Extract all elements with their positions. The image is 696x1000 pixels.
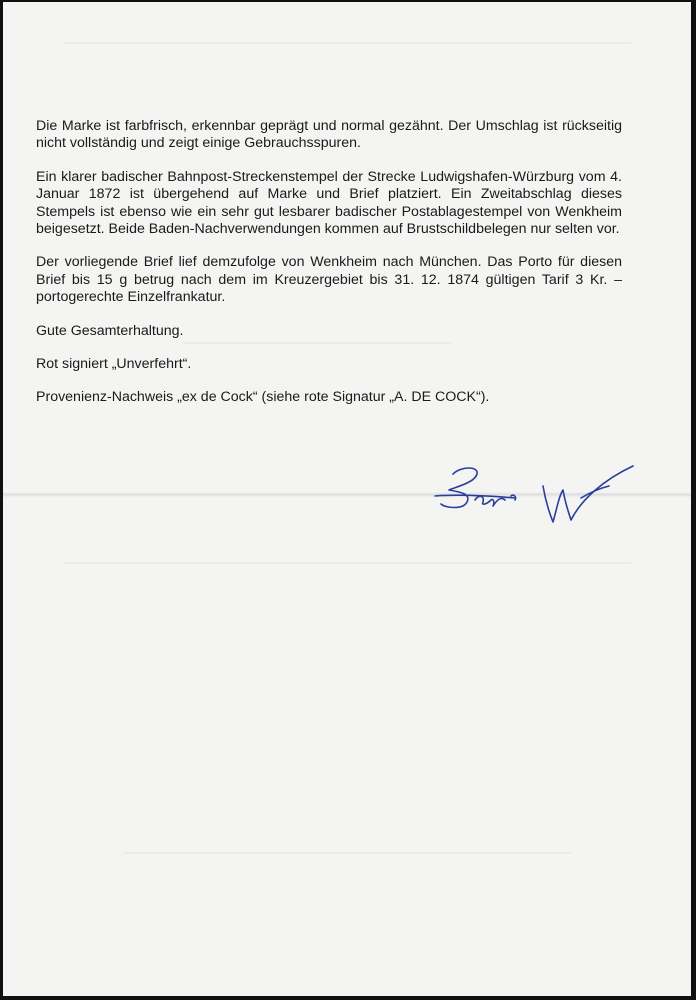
paragraph-signed: Rot signiert „Unverfehrt“. bbox=[36, 356, 192, 373]
handwritten-signature bbox=[431, 460, 641, 536]
paragraph-postmark: Ein klarer badischer Bahnpost-Streckenstempel der Strecke Ludwigshafen-Würzburg vom 4. Januar 1872 ist übergehend auf Marke und Brief platziert. Ein Zweitabschlag dieses Stempels ist ebenso wie ein sehr gut lesbarer badischer Postablagestempel von Wenkheim beigesetzt. Beide Baden-Nachverwendungen kommen auf Brustschildbelegen nur selten vor. bbox=[36, 168, 622, 238]
show-through-mark bbox=[123, 852, 571, 854]
signature-drawing bbox=[431, 460, 641, 536]
paragraph-condition: Die Marke ist farbfrisch, erkennbar geprägt und normal gezähnt. Der Umschlag ist rückseitig nicht vollständig und zeigt einige Gebrauchsspuren. bbox=[36, 118, 622, 152]
paragraph-route-postage: Der vorliegende Brief lief demzufolge von Wenkheim nach München. Das Porto für diesen Brief bis 15 g betrug nach dem im Kreuzergebiet bis 31. 12. 1874 gültigen Tarif 3 Kr. – portogerechte Einzelfrankatur. bbox=[36, 254, 622, 306]
show-through-mark bbox=[63, 42, 631, 44]
letter-page bbox=[3, 2, 691, 996]
show-through-mark bbox=[63, 562, 631, 564]
letter-body bbox=[36, 118, 622, 423]
paragraph-provenance: Provenienz-Nachweis „ex de Cock“ (siehe rote Signatur „A. DE COCK“). bbox=[36, 389, 490, 406]
paragraph-overall-condition: Gute Gesamterhaltung. bbox=[36, 322, 184, 339]
